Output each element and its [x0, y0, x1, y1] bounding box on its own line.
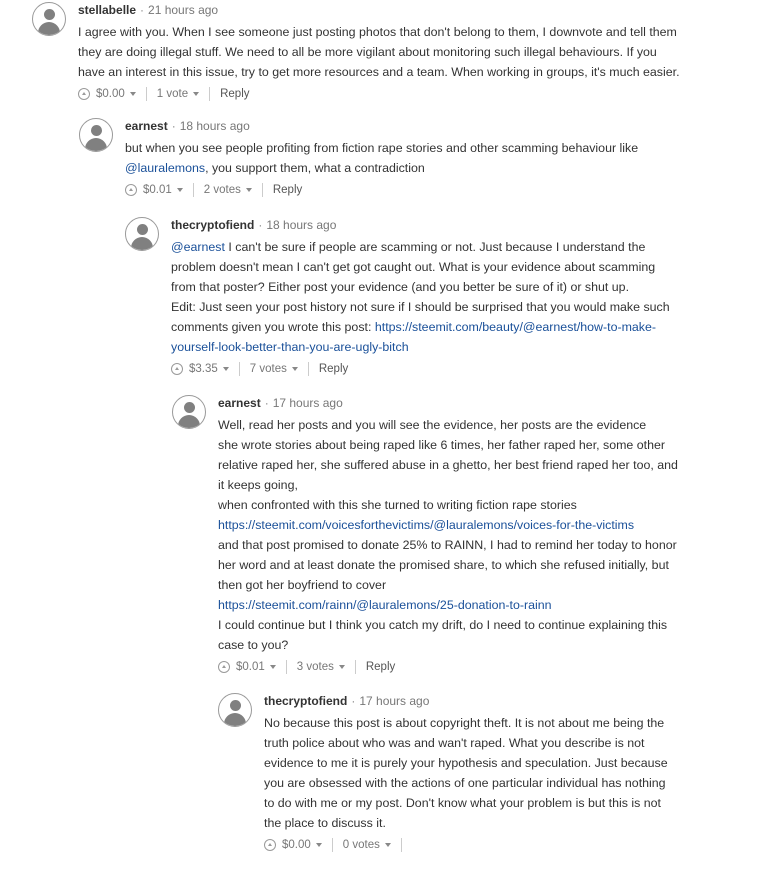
comment-footer	[264, 835, 668, 855]
comment-author[interactable]: thecryptofiend	[264, 694, 348, 708]
comment-text-segment: they are doing illegal stuff. We need to all be more vigilant about monitoring such illegal behaviours. If you	[78, 45, 657, 59]
divider	[401, 838, 402, 852]
divider	[209, 87, 210, 101]
comment-line	[171, 237, 670, 257]
comment-text-segment: her word and at least donate the promised share, to which she refused initially, but	[218, 558, 669, 572]
comment-line	[264, 773, 668, 793]
comment-line	[218, 435, 678, 455]
comment-text	[264, 713, 668, 833]
divider	[355, 660, 356, 674]
comment-author[interactable]: stellabelle	[78, 3, 137, 17]
comment-line	[171, 277, 670, 297]
comment-body	[171, 217, 670, 379]
comment-timestamp[interactable]: 21 hours ago	[148, 3, 219, 17]
url-link[interactable]: https://steemit.com/beauty/@earnest/how-to-make-	[374, 320, 657, 334]
upvote-icon[interactable]	[171, 363, 183, 375]
chevron-down-icon	[246, 188, 252, 192]
comment-text	[78, 22, 680, 82]
chevron-down-icon	[339, 665, 345, 669]
comment-text	[171, 237, 670, 357]
comment-line	[218, 555, 678, 575]
avatar[interactable]	[125, 217, 159, 251]
comment-meta: earnest · 17 hours ago	[218, 396, 343, 410]
comment-text-segment: you are obsessed with the actions of one particular individual has nothing	[264, 776, 666, 790]
comment-line	[218, 595, 678, 615]
comment-meta: thecryptofiend · 17 hours ago	[264, 694, 430, 708]
comment-timestamp[interactable]: 17 hours ago	[272, 396, 343, 410]
comment-line	[218, 575, 678, 595]
comment-text-segment: Edit: Just seen your post history not sure if I should be surprised that you would make such	[171, 300, 670, 314]
comment-text-segment: Well, read her posts and you will see the evidence, her posts are the evidence	[218, 418, 647, 432]
chevron-down-icon	[385, 843, 391, 847]
chevron-down-icon	[270, 665, 276, 669]
comment-text-segment: from that poster? Either post your evidence (and you better be sure of it) or shut up.	[171, 280, 630, 294]
comment-line	[125, 158, 638, 178]
comment-text-segment: problem doesn't mean I can't get got caught out. What is your evidence about scamming	[171, 260, 656, 274]
comment-line	[78, 22, 680, 42]
comment-text-segment: it keeps going,	[218, 478, 298, 492]
comment-meta: thecryptofiend · 18 hours ago	[171, 218, 337, 232]
comment-author[interactable]: thecryptofiend	[171, 218, 255, 232]
comment-text-segment: to do with me or my post. Don't know what your problem is but this is not	[264, 796, 661, 810]
chevron-down-icon	[223, 367, 229, 371]
divider	[308, 362, 309, 376]
reply-button[interactable]: Reply	[365, 661, 396, 673]
comment-timestamp[interactable]: 18 hours ago	[266, 218, 337, 232]
payout-value[interactable]: $0.00	[96, 84, 136, 104]
upvote-icon[interactable]	[218, 661, 230, 673]
comment-text-segment: I can't be sure if people are scamming or not. Just because I understand the	[224, 240, 646, 254]
divider	[239, 362, 240, 376]
comment-meta: earnest · 18 hours ago	[125, 119, 250, 133]
votes-count[interactable]: 1 vote	[157, 84, 199, 104]
comment-body	[218, 395, 678, 677]
comment-line	[218, 475, 678, 495]
comment-text	[125, 138, 638, 178]
payout-value[interactable]: $0.01	[143, 180, 183, 200]
divider	[146, 87, 147, 101]
comment-text-segment: the place to discuss it.	[264, 816, 386, 830]
comment-text-segment: she wrote stories about being raped like 6 times, her father raped her, some other	[218, 438, 666, 452]
comment-line	[125, 138, 638, 158]
comment-text-segment: comments given you wrote this post:	[171, 320, 375, 334]
comment-footer	[78, 84, 680, 104]
comment-line	[264, 813, 668, 833]
comment-text-segment: relative raped her, she suffered abuse in a ghetto, her best friend raped her too, and	[218, 458, 678, 472]
avatar[interactable]	[79, 118, 113, 152]
comment-footer	[171, 359, 670, 379]
comment-line	[218, 535, 678, 555]
comment-line	[171, 297, 670, 317]
upvote-icon[interactable]	[125, 184, 137, 196]
chevron-down-icon	[292, 367, 298, 371]
user-mention-link[interactable]: @lauralemons	[125, 161, 206, 175]
comment-text-segment: truth police about who was and wan't raped. What you describe is not	[264, 736, 645, 750]
comment-line	[218, 615, 678, 635]
comment-body	[78, 2, 680, 104]
url-link[interactable]: yourself-look-better-than-you-are-ugly-bitch	[171, 340, 409, 354]
comment-footer	[218, 657, 678, 677]
divider	[262, 183, 263, 197]
comment-text-segment: , you support them, what a contradiction	[205, 161, 425, 175]
comment-author[interactable]: earnest	[218, 396, 261, 410]
reply-button[interactable]: Reply	[220, 88, 250, 100]
avatar[interactable]	[218, 693, 252, 727]
comment-text-segment: No because this post is about copyright theft. It is not about me being the	[264, 716, 665, 730]
reply-button[interactable]: Reply	[272, 184, 303, 196]
comment-line	[218, 415, 678, 435]
comment-line	[171, 257, 670, 277]
url-link[interactable]: https://steemit.com/rainn/@lauralemons/25-donation-to-rainn	[218, 598, 552, 612]
comment-body	[264, 693, 668, 855]
comment-line	[218, 495, 678, 515]
votes-count[interactable]: 0 votes	[343, 835, 391, 855]
comment-timestamp[interactable]: 17 hours ago	[359, 694, 430, 708]
comment-line	[218, 635, 678, 655]
votes-count[interactable]: 3 votes	[297, 657, 345, 677]
divider	[286, 660, 287, 674]
comment-line	[171, 337, 670, 357]
comment-line	[218, 515, 678, 535]
comment-text	[218, 415, 678, 655]
upvote-icon[interactable]	[264, 839, 276, 851]
comment-text-segment: but when you see people profiting from fiction rape stories and other scamming behaviour like	[125, 141, 639, 155]
comment-text-segment: have an interest in this issue, try to get more resources and a team. When working in groups, it's much easier.	[78, 65, 680, 79]
upvote-icon[interactable]	[78, 88, 90, 100]
divider	[332, 838, 333, 852]
chevron-down-icon	[177, 188, 183, 192]
comment-text-segment: when confronted with this she turned to writing fiction rape stories	[218, 498, 577, 512]
comment-line	[171, 317, 670, 337]
comment-line	[264, 753, 668, 773]
comment-text-segment: and that post promised to donate 25% to RAINN, I had to remind her today to honor	[218, 538, 677, 552]
payout-value[interactable]: $3.35	[189, 359, 229, 379]
comment-text-segment: I could continue but I think you catch my drift, do I need to continue explaining this	[218, 618, 668, 632]
votes-count[interactable]: 7 votes	[250, 359, 298, 379]
chevron-down-icon	[316, 843, 322, 847]
comment-text-segment: I agree with you. When I see someone just posting photos that don't belong to them, I downvote and tell them	[78, 25, 677, 39]
avatar[interactable]	[32, 2, 66, 36]
comment-text-segment: evidence to me it is purely your hypothesis and speculation. Just because	[264, 756, 668, 770]
user-mention-link[interactable]: @earnest	[171, 240, 225, 254]
comment-timestamp[interactable]: 18 hours ago	[179, 119, 250, 133]
comment-line	[78, 42, 680, 62]
comment-line	[218, 455, 678, 475]
comment-line	[264, 713, 668, 733]
reply-button[interactable]: Reply	[318, 363, 349, 375]
comment-author[interactable]: earnest	[125, 119, 168, 133]
comment-text-segment: case to you?	[218, 638, 289, 652]
divider	[193, 183, 194, 197]
avatar[interactable]	[172, 395, 206, 429]
chevron-down-icon	[193, 92, 199, 96]
url-link[interactable]: https://steemit.com/voicesforthevictims/@lauralemons/voices-for-the-victims	[218, 518, 635, 532]
comment-footer	[125, 180, 638, 200]
comment-line	[264, 793, 668, 813]
comment-text-segment: then got her boyfriend to cover	[218, 578, 387, 592]
payout-value[interactable]: $0.01	[236, 657, 276, 677]
comment-line	[78, 62, 680, 82]
comment-body	[125, 118, 638, 200]
payout-value[interactable]: $0.00	[282, 835, 322, 855]
chevron-down-icon	[130, 92, 136, 96]
votes-count[interactable]: 2 votes	[204, 180, 252, 200]
comment-meta: stellabelle · 21 hours ago	[78, 3, 219, 17]
comment-line	[264, 733, 668, 753]
